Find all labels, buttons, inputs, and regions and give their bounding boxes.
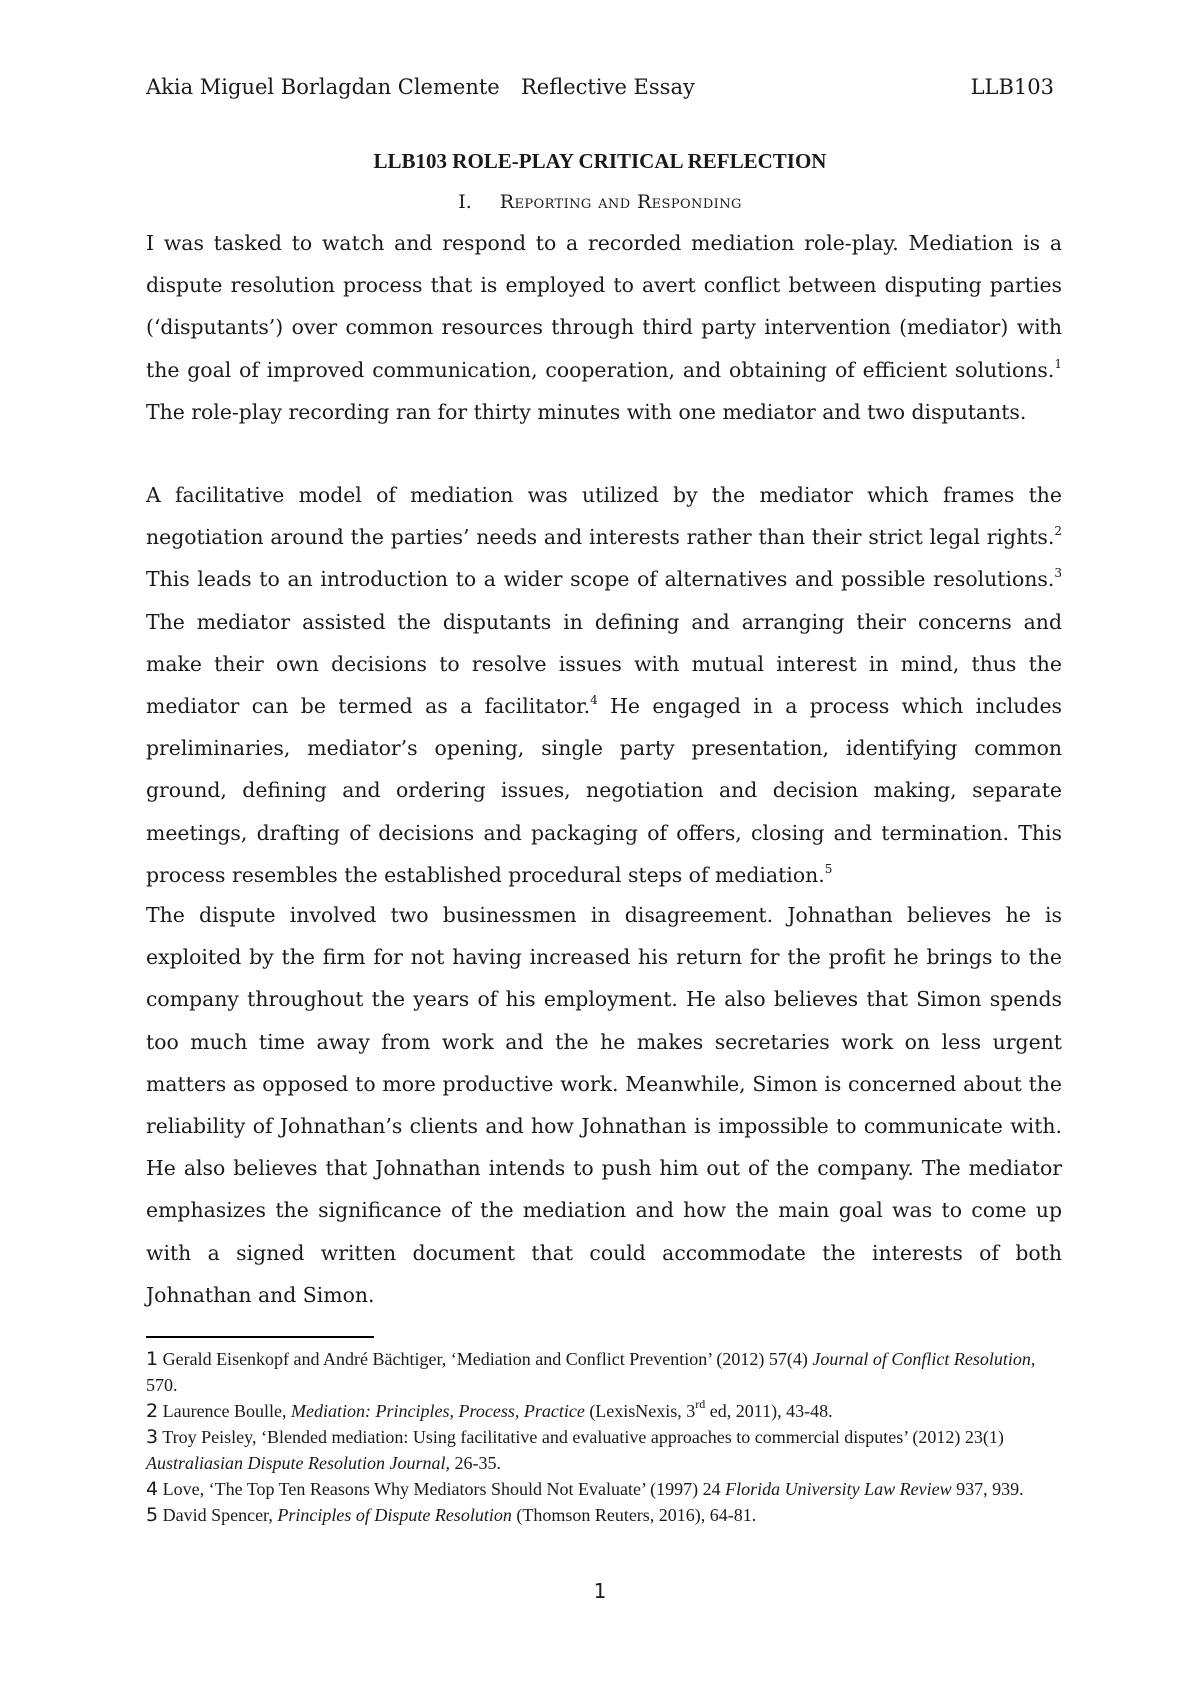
- paragraph-text: This leads to an introduction to a wider scope of alternatives and possible resolutions.: [146, 567, 1055, 592]
- footnote-text: (Thomson Reuters, 2016), 64-81.: [511, 1505, 757, 1525]
- header-course-code: LLB103: [970, 75, 1054, 99]
- footnote-source-title: Florida University Law Review: [725, 1479, 952, 1499]
- section-number: I.: [458, 191, 472, 213]
- paragraph-text: The mediator assisted the disputants in defining and arranging their concerns and make their own decisions to resolve issues with mutual interest in mind, thus the mediator can be termed as a facilitator.: [146, 609, 1062, 719]
- paragraph-text: A facilitative model of mediation was utilized by the mediator which frames the negotiation around the parties’ needs and interests rather than their strict legal rights.: [146, 483, 1062, 550]
- page-title: LLB103 ROLE-PLAY CRITICAL REFLECTION: [373, 149, 827, 173]
- footnote-text: David Spencer,: [162, 1505, 278, 1525]
- page-number: 1: [593, 1579, 607, 1603]
- footnote-ref[interactable]: 2: [1054, 524, 1062, 539]
- footnote-text: Gerald Eisenkopf and André Bächtiger, ‘Mediation and Conflict Prevention’ (2012) 57(4): [162, 1349, 813, 1369]
- footnote-1: [146, 1346, 1062, 1398]
- footnote-text: Love, ‘The Top Ten Reasons Why Mediators Should Not Evaluate’ (1997) 24: [162, 1479, 726, 1499]
- footnote-ref[interactable]: 4: [590, 693, 598, 708]
- footnote-number: 5: [146, 1504, 159, 1526]
- header-document-type: Reflective Essay: [521, 75, 695, 99]
- footnote-number: 3: [146, 1426, 159, 1448]
- footnotes: [146, 1346, 1062, 1528]
- section-heading: [146, 190, 1054, 214]
- paragraph-1: [146, 222, 1062, 433]
- paragraph-3: [146, 894, 1062, 1316]
- footnote-3: [146, 1424, 1062, 1476]
- footnote-ref[interactable]: 3: [1054, 566, 1062, 581]
- header-author: Akia Miguel Borlagdan Clemente: [146, 75, 500, 99]
- footnote-text: 26-35.: [450, 1453, 501, 1473]
- footnote-source-title: Mediation: Principles, Process, Practice: [291, 1401, 585, 1421]
- paragraph-2: [146, 474, 1062, 896]
- footnote-separator: [146, 1336, 374, 1338]
- footnote-2: [146, 1398, 1062, 1424]
- footnote-source-title: Australiasian Dispute Resolution Journal,: [146, 1453, 450, 1473]
- paragraph-text: He engaged in a process which includes preliminaries, mediator’s opening, single party presentation, identifying common ground, defining and ordering issues, negotiation and decision making, separate meetings, drafting of decisions and packaging of offers, closing and termination. This process resembles the established procedural steps of mediation.: [146, 694, 1062, 887]
- footnote-text: (LexisNexis, 3: [584, 1401, 696, 1421]
- paragraph-text: I was tasked to watch and respond to a recorded mediation role-play. Mediation is a dispute resolution process that is employed to avert conflict between disputing parties (‘disputants’) over common resources through third party intervention (mediator) with the goal of improved communication, cooperation, and obtaining of efficient solutions.: [146, 231, 1062, 382]
- footnote-text: ed, 2011), 43-48.: [705, 1401, 833, 1421]
- footnote-text: 570.: [146, 1375, 178, 1395]
- section-title: Reporting and Responding: [499, 191, 742, 213]
- footnote-4: [146, 1476, 1062, 1502]
- paragraph-text: The dispute involved two businessmen in disagreement. Johnathan believes he is exploited by the firm for not having increased his return for the profit he brings to the company throughout the years of his employment. He also believes that Simon spends too much time away from work and the he makes secretaries work on less urgent matters as opposed to more productive work. Meanwhile, Simon is concerned about the reliability of Johnathan’s clients and how Johnathan is impossible to communicate with. He also believes that Johnathan intends to push him out of the company. The mediator emphasizes the significance of the mediation and how the main goal was to come up with a signed written document that could accommodate the interests of both Johnathan and Simon.: [146, 903, 1062, 1307]
- footnote-text: Laurence Boulle,: [162, 1401, 292, 1421]
- footnote-ref[interactable]: 5: [824, 861, 833, 876]
- footnote-number: 2: [146, 1400, 159, 1422]
- footnote-source-title: Journal of Conflict Resolution,: [812, 1349, 1036, 1369]
- footnote-5: [146, 1502, 1062, 1528]
- footnote-number: 1: [146, 1348, 159, 1370]
- footnote-text: Troy Peisley, ‘Blended mediation: Using facilitative and evaluative approaches to commercial disputes’ (2012) 23(1): [162, 1427, 1004, 1447]
- paragraph-text: The role-play recording ran for thirty minutes with one mediator and two disputants.: [146, 399, 1027, 424]
- footnote-source-title: Principles of Dispute Resolution: [277, 1505, 512, 1525]
- footnote-text: 937, 939.: [951, 1479, 1024, 1499]
- footnote-number: 4: [146, 1478, 159, 1500]
- ordinal-suffix: rd: [695, 1397, 706, 1411]
- footnote-ref[interactable]: 1: [1054, 356, 1062, 371]
